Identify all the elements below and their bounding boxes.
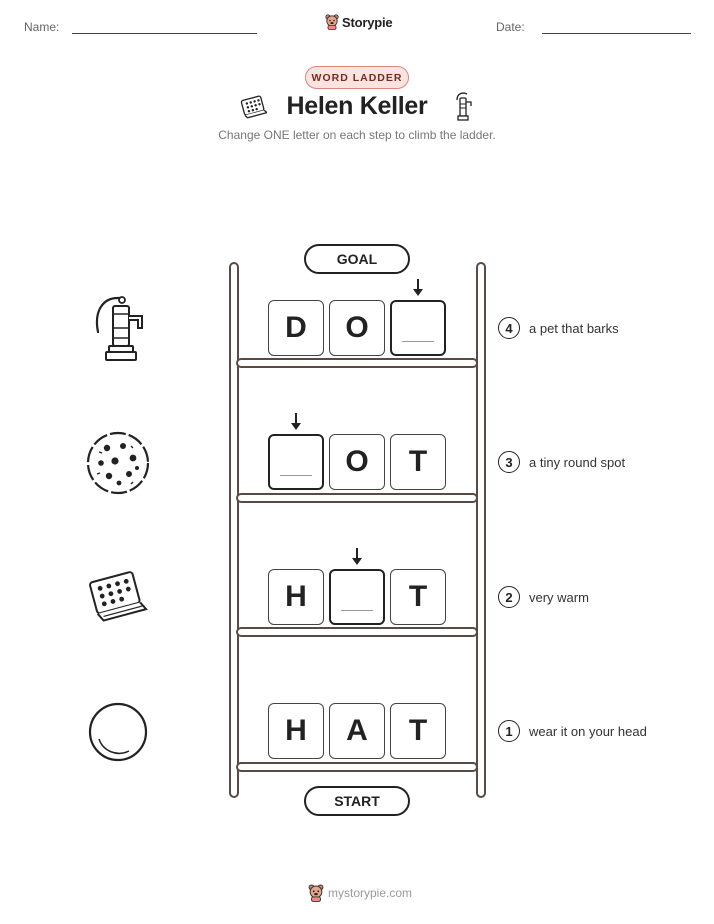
letter-tile: T bbox=[390, 703, 446, 759]
braille-book-picture-icon bbox=[86, 566, 150, 628]
blank-letter-tile[interactable] bbox=[329, 569, 385, 625]
date-label: Date: bbox=[496, 20, 525, 34]
name-label: Name: bbox=[24, 20, 60, 34]
arrow-down-icon bbox=[290, 413, 302, 431]
letter-tile: T bbox=[390, 569, 446, 625]
page-title: Helen Keller bbox=[286, 92, 428, 120]
arrow-down-icon bbox=[412, 279, 424, 297]
ladder-rung bbox=[236, 762, 478, 772]
clue-text: wear it on your head bbox=[529, 723, 647, 739]
instructions: Change ONE letter on each step to climb the ladder. bbox=[218, 128, 496, 142]
water-pump-icon bbox=[449, 90, 475, 122]
clue-text: a tiny round spot bbox=[529, 454, 626, 470]
ball-picture-icon bbox=[87, 701, 149, 763]
blank-letter-tile[interactable] bbox=[390, 300, 446, 356]
ladder-rung bbox=[236, 627, 478, 637]
clue-text: a pet that barks bbox=[529, 320, 619, 336]
letter-tile: H bbox=[268, 569, 324, 625]
step-number-badge: 4 bbox=[498, 317, 520, 339]
water-pump-picture-icon bbox=[88, 292, 148, 364]
clue-text: very warm bbox=[529, 589, 589, 605]
letter-tile: D bbox=[268, 300, 324, 356]
ladder-left-rail bbox=[229, 262, 239, 798]
clue-1 bbox=[498, 720, 647, 742]
name-field-line[interactable] bbox=[72, 33, 257, 34]
step-number-badge: 1 bbox=[498, 720, 520, 742]
letter-tile: T bbox=[390, 434, 446, 490]
cookie-picture-icon bbox=[85, 430, 151, 496]
word-ladder-badge: WORD LADDER bbox=[305, 66, 409, 89]
clue-4 bbox=[498, 317, 619, 339]
arrow-down-icon bbox=[351, 548, 363, 566]
ladder-rung bbox=[236, 358, 478, 368]
blank-letter-tile[interactable] bbox=[268, 434, 324, 490]
ladder-right-rail bbox=[476, 262, 486, 798]
footer bbox=[308, 884, 412, 902]
storypie-logo bbox=[325, 14, 392, 30]
step-number-badge: 2 bbox=[498, 586, 520, 608]
footer-url: mystorypie.com bbox=[328, 886, 413, 900]
letter-tile: O bbox=[329, 434, 385, 490]
clue-2 bbox=[498, 586, 589, 608]
bear-mascot-icon bbox=[308, 884, 324, 902]
brand-name: Storypie bbox=[342, 14, 393, 30]
letter-tile: H bbox=[268, 703, 324, 759]
step-number-badge: 3 bbox=[498, 451, 520, 473]
date-field-line[interactable] bbox=[542, 33, 691, 34]
ladder-rung bbox=[236, 493, 478, 503]
bear-mascot-icon bbox=[325, 14, 339, 30]
start-label: START bbox=[304, 786, 410, 816]
clue-3 bbox=[498, 451, 625, 473]
letter-tile: A bbox=[329, 703, 385, 759]
letter-tile: O bbox=[329, 300, 385, 356]
goal-label: GOAL bbox=[304, 244, 410, 274]
